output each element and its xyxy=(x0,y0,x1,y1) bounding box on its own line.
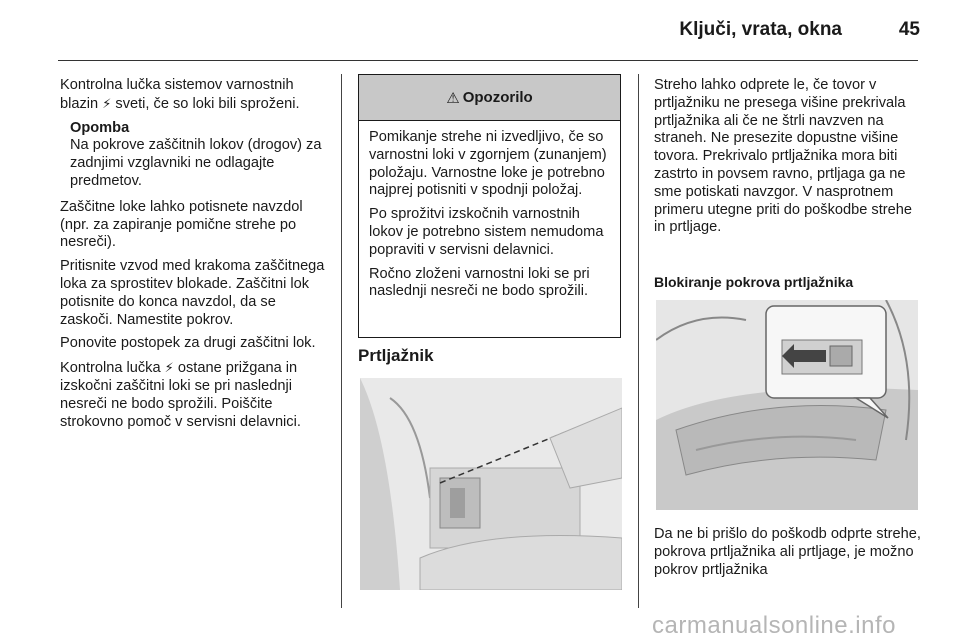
trunk-interior-drawing xyxy=(360,378,622,590)
paragraph-push-down: Zaščitne loke lahko potisnete navzdol (npr. za zapiranje pomične strehe po nesreči). xyxy=(60,198,303,251)
warning-body xyxy=(359,121,620,301)
note-title: Opomba xyxy=(70,119,130,136)
trunk-interior-illustration xyxy=(360,378,622,590)
subheading-trunk-lock: Blokiranje pokrova prtljažnika xyxy=(654,274,854,290)
section-title: Prtljažnik xyxy=(358,346,434,365)
page-title: Ključi, vrata, okna xyxy=(679,19,842,40)
warning-paragraph: Po sprožitvi izskočnih varnostnih lokov je potrebno sistem nemudoma popraviti v servisni delavnici. xyxy=(369,206,604,258)
trunk-lock-drawing xyxy=(656,300,918,510)
warning-paragraph: Pomikanje strehe ni izvedljivo, če so varnostni loki v zgornjem (zunanjem) položaju. Varnostne loke je potrebno najprej potisniti v spodnji položaj. xyxy=(369,129,607,199)
paragraph-repeat: Ponovite postopek za drugi zaščitni lok. xyxy=(60,335,316,352)
watermark: carmanualsonline.info xyxy=(652,612,896,639)
paragraph-load-height: Streho lahko odprete le, če tovor v prtljažniku ne presega višine prekrivala prtljažnika ali če ne štrli navzven na straneh. Ne presezite dopustne višine tovora. Prekrivalo prtljažnika mora biti zastrto in povsem ravno, prtljaga ga ne sme potiskati navzgor. V nasprotnem primeru utegne priti do poškodbe strehe in prtljage. xyxy=(654,77,912,236)
column-separator-left xyxy=(341,74,342,608)
paragraph-lever: Pritisnite vzvod med krakoma zaščitnega loka za sprostitev blokade. Zaščitni lok potisnite do konca navzdol, da se zaskoči. Namestite pokrov. xyxy=(60,258,325,328)
warning-triangle-icon: ⚠ xyxy=(446,89,460,107)
warning-title: Opozorilo xyxy=(462,89,533,106)
warning-box xyxy=(358,74,621,338)
page-number: 45 xyxy=(898,19,920,40)
paragraph-lamp-stays-on: Kontrolna lučka ⚡ ostane prižgana in izskočni zaščitni loki se pri naslednji nesreči ne bodo sprožili. Poiščite strokovno pomoč v servisni delavnici. xyxy=(60,360,301,430)
warning-paragraph: Ročno zloženi varnostni loki se pri naslednji nesreči ne bodo sprožili. xyxy=(369,265,590,300)
note-text: Na pokrove zaščitnih lokov (drogov) za zadnjimi vzglavniki ne odlagajte predmetov. xyxy=(70,137,322,189)
column-separator-right xyxy=(638,74,639,608)
header-rule xyxy=(58,60,918,61)
airbag-lamp-icon: ⚡ xyxy=(164,360,174,376)
paragraph-airbag-lamp: Kontrolna lučka sistemov varnostnih blazin ⚡ sveti, če so loki bili sproženi. xyxy=(60,77,300,112)
trunk-lock-illustration xyxy=(656,300,918,510)
column-left xyxy=(60,77,330,437)
airbag-lamp-icon: ⚡ xyxy=(102,95,112,111)
note-box xyxy=(70,120,330,191)
page-header xyxy=(0,0,960,62)
paragraph-trunk-lock: Da ne bi prišlo do poškodb odprte strehe, pokrova prtljažnika ali prtljage, je možno pokrov prtljažnika xyxy=(654,526,921,578)
warning-header xyxy=(359,75,620,121)
column-right xyxy=(654,77,924,243)
